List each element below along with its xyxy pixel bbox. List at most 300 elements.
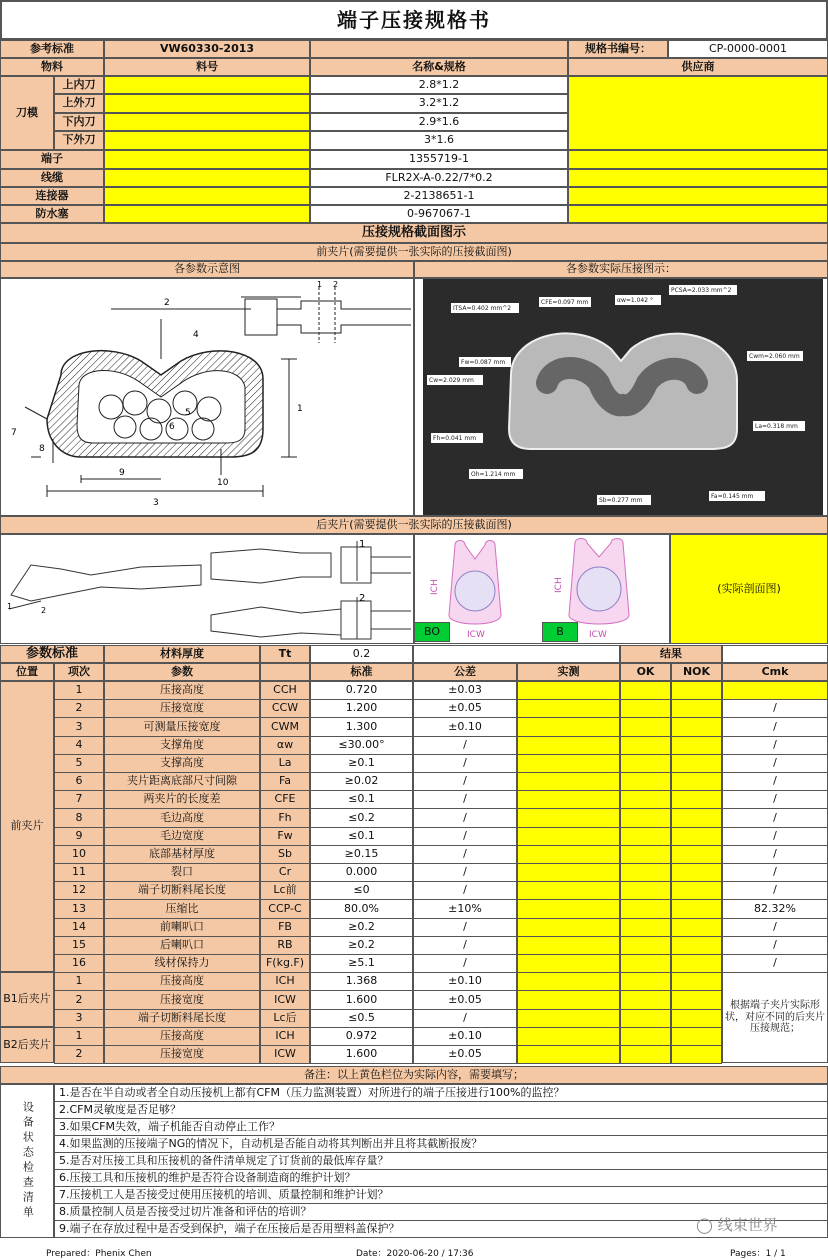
col-no: 项次 [54, 663, 104, 681]
param-cell-tol: / [413, 754, 517, 773]
material-partno-input[interactable] [104, 205, 310, 223]
ich-label-2: ICH [554, 577, 564, 593]
die-spec: 3*1.6 [310, 131, 568, 150]
param-cell-tol: ±0.05 [413, 1045, 517, 1064]
ok-input[interactable] [620, 772, 671, 791]
param-cell-std: 1.600 [310, 990, 413, 1009]
param-cell-code: La [260, 754, 310, 773]
measured-input[interactable] [517, 808, 620, 827]
group-label: B1后夹片 [0, 972, 54, 1027]
material-partno-input[interactable] [104, 187, 310, 205]
param-cell-no: 2 [54, 990, 104, 1009]
checklist-item: 8.质量控制人员是否接受过切片准备和评估的培训？ [54, 1203, 828, 1221]
die-name: 下内刀 [54, 113, 104, 131]
param-cell-std: 80.0% [310, 899, 413, 918]
param-cell-no: 12 [54, 881, 104, 900]
param-cell-code: F(kg.F) [260, 954, 310, 973]
material-spec: FLR2X-A-0.22/7*0.2 [310, 169, 568, 187]
dim-top-1: 1 [317, 280, 323, 289]
cmk-value: / [722, 808, 828, 827]
param-cell-tol: / [413, 954, 517, 973]
nok-input[interactable] [671, 936, 722, 955]
header-blank [310, 40, 568, 58]
ok-input[interactable] [620, 717, 671, 736]
param-cell-code: Sb [260, 845, 310, 864]
dim-num-5: 5 [185, 408, 191, 418]
param-header-blank [413, 645, 620, 663]
param-cell-param: 夹片距离底部尺寸间隙 [104, 772, 260, 791]
param-cell-std: 1.600 [310, 1045, 413, 1064]
notes-title: 备注：以上黄色栏位为实际内容，需要填写； [0, 1066, 828, 1084]
micro-label: Cwm=2.060 mm [749, 353, 800, 360]
param-cell-code: CWM [260, 717, 310, 736]
material-supplier-input[interactable] [568, 169, 828, 187]
die-partno-input[interactable] [104, 131, 310, 150]
ok-input[interactable] [620, 1045, 671, 1064]
rear-dim-1-small: 1 [7, 602, 13, 611]
param-cell-code: CCW [260, 699, 310, 718]
dim-num-8: 8 [39, 444, 45, 454]
material-supplier-input[interactable] [568, 205, 828, 223]
param-cell-param: 底部基材厚度 [104, 845, 260, 864]
cmk-value: / [722, 717, 828, 736]
param-cell-std: 1.300 [310, 717, 413, 736]
param-cell-tol: ±0.03 [413, 681, 517, 700]
dim-num-2: 2 [164, 298, 170, 308]
param-cell-std: ≥5.1 [310, 954, 413, 973]
measured-input[interactable] [517, 1009, 620, 1028]
result-blank [722, 645, 828, 663]
param-cell-tol: / [413, 827, 517, 846]
nok-input[interactable] [671, 918, 722, 937]
col-param: 参数 [104, 663, 260, 681]
cmk-value: / [722, 736, 828, 755]
ok-input[interactable] [620, 881, 671, 900]
ok-input[interactable] [620, 972, 671, 991]
param-cell-tol: / [413, 881, 517, 900]
param-cell-std: 0.720 [310, 681, 413, 700]
col-nok: NOK [671, 663, 722, 681]
die-spec: 3.2*1.2 [310, 94, 568, 113]
rear-dim-1: 1 [359, 539, 366, 550]
material-partno-input[interactable] [104, 150, 310, 169]
cmk-value: / [722, 954, 828, 973]
ref-label: 参考标准 [0, 40, 104, 58]
ok-input[interactable] [620, 990, 671, 1009]
nok-input[interactable] [671, 899, 722, 918]
param-cell-no: 6 [54, 772, 104, 791]
nok-input[interactable] [671, 881, 722, 900]
param-cell-code: Lc后 [260, 1009, 310, 1028]
nok-input[interactable] [671, 790, 722, 809]
cmk-value: / [722, 699, 828, 718]
param-cell-no: 1 [54, 681, 104, 700]
cmk-value: / [722, 790, 828, 809]
param-cell-param: 压接宽度 [104, 990, 260, 1009]
param-cell-no: 11 [54, 863, 104, 882]
param-cell-std: ≥0.15 [310, 845, 413, 864]
b-tag: B [542, 622, 578, 642]
param-cell-no: 7 [54, 790, 104, 809]
checklist-item: 2.CFM灵敏度是否足够？ [54, 1101, 828, 1119]
nok-input[interactable] [671, 772, 722, 791]
nok-input[interactable] [671, 681, 722, 700]
param-cell-tol: / [413, 790, 517, 809]
nok-input[interactable] [671, 990, 722, 1009]
col-std: 标准 [310, 663, 413, 681]
materials-header-partno: 料号 [104, 58, 310, 76]
ich-label-1: ICH [430, 579, 440, 595]
rear-dim-2: 2 [359, 593, 366, 604]
nok-input[interactable] [671, 1009, 722, 1028]
param-cell-std: ≤30.00° [310, 736, 413, 755]
ok-input[interactable] [620, 936, 671, 955]
page-count: Pages：1 / 1 [730, 1249, 786, 1259]
icw-label-1: ICW [467, 630, 485, 640]
checklist-item: 3.如果CFM失效，端子机能否自动停止工作？ [54, 1118, 828, 1136]
col-tol: 公差 [413, 663, 517, 681]
checklist-side-label [0, 1084, 54, 1238]
rear-clip-note: 根据端子夹片实际形状，对应不同的后夹片压接规范； [722, 972, 828, 1063]
measured-input[interactable] [517, 827, 620, 846]
material-spec: 2-2138651-1 [310, 187, 568, 205]
measured-input[interactable] [517, 772, 620, 791]
col-position: 位置 [0, 663, 54, 681]
micro-label: Sb=0.277 mm [599, 497, 643, 504]
param-cell-code: CCH [260, 681, 310, 700]
ok-input[interactable] [620, 808, 671, 827]
micro-label: Oh=1.214 mm [471, 471, 516, 478]
param-cell-tol: / [413, 808, 517, 827]
materials-header-supplier: 供应商 [568, 58, 828, 76]
ok-input[interactable] [620, 1009, 671, 1028]
param-cell-std: ≤0.5 [310, 1009, 413, 1028]
param-cell-no: 3 [54, 717, 104, 736]
param-cell-tol: / [413, 863, 517, 882]
thickness-label: 材料厚度 [104, 645, 260, 663]
measured-input[interactable] [517, 1027, 620, 1046]
param-cell-code: FB [260, 918, 310, 937]
rear-dim-2-small: 2 [41, 606, 47, 615]
ok-input[interactable] [620, 827, 671, 846]
col-cmk: Cmk [722, 663, 828, 681]
page-title: 端子压接规格书 [0, 0, 828, 40]
param-cell-code: Fh [260, 808, 310, 827]
checklist-item: 7.压接机工人是否接受过使用压接机的培训、质量控制和维护计划？ [54, 1186, 828, 1204]
measured-input[interactable] [517, 990, 620, 1009]
nok-input[interactable] [671, 699, 722, 718]
actual-label: 各参数实际压接图示： [414, 261, 828, 278]
param-cell-tol: / [413, 918, 517, 937]
param-cell-tol: / [413, 1009, 517, 1028]
param-cell-std: 0.000 [310, 863, 413, 882]
param-cell-code: Fa [260, 772, 310, 791]
param-cell-no: 8 [54, 808, 104, 827]
param-cell-std: ≥0.1 [310, 754, 413, 773]
measured-input[interactable] [517, 972, 620, 991]
diagram-label: 各参数示意图 [0, 261, 414, 278]
ok-input[interactable] [620, 863, 671, 882]
nok-input[interactable] [671, 954, 722, 973]
die-partno-input[interactable] [104, 94, 310, 113]
param-cell-tol: / [413, 845, 517, 864]
param-cell-tol: ±0.10 [413, 972, 517, 991]
spec-no-value: CP-0000-0001 [668, 40, 828, 58]
rear-actual-section[interactable]: (实际剖面图) [670, 534, 828, 644]
cmk-value: / [722, 827, 828, 846]
die-supplier-input[interactable] [568, 76, 828, 150]
result-label: 结果 [620, 645, 722, 663]
nok-input[interactable] [671, 863, 722, 882]
param-cell-param: 压缩比 [104, 899, 260, 918]
nok-input[interactable] [671, 845, 722, 864]
param-cell-param: 前喇叭口 [104, 918, 260, 937]
param-cell-code: ICW [260, 1045, 310, 1064]
ok-input[interactable] [620, 699, 671, 718]
ok-input[interactable] [620, 736, 671, 755]
measured-input[interactable] [517, 845, 620, 864]
param-cell-tol: ±0.10 [413, 717, 517, 736]
cmk-value: / [722, 845, 828, 864]
ok-input[interactable] [620, 899, 671, 918]
param-cell-param: 压接宽度 [104, 1045, 260, 1064]
group-label: B2后夹片 [0, 1027, 54, 1063]
tt-label: Tt [260, 645, 310, 663]
material-name: 端子 [0, 150, 104, 169]
param-cell-no: 15 [54, 936, 104, 955]
checklist-item: 9.端子在存放过程中是否受到保护，端子在压接后是否用塑料盖保护？ [54, 1220, 828, 1238]
param-cell-param: 后喇叭口 [104, 936, 260, 955]
section-title: 压接规格截面图示 [0, 223, 828, 243]
param-cell-code: Cr [260, 863, 310, 882]
micro-label: ITSA=0.402 mm^2 [453, 305, 512, 312]
nok-input[interactable] [671, 736, 722, 755]
cmk-value: / [722, 936, 828, 955]
param-cell-tol: / [413, 772, 517, 791]
watermark-text: 线束世界 [717, 1216, 778, 1234]
param-cell-no: 3 [54, 1009, 104, 1028]
measured-input[interactable] [517, 681, 620, 700]
prepared-by: Prepared：Phenix Chen [46, 1249, 152, 1259]
micro-label: αw=1.042 ° [617, 297, 653, 304]
param-cell-param: 线材保持力 [104, 954, 260, 973]
die-name: 下外刀 [54, 131, 104, 150]
prepared-date: Date：2020-06-20 / 17:36 [356, 1249, 474, 1259]
dim-num-3: 3 [153, 498, 159, 508]
checklist-item: 4.如果监测的压接端子NG的情况下，自动机是否能自动将其判断出并且将其截断报废？ [54, 1135, 828, 1153]
watermark-logo [696, 1214, 778, 1235]
param-cell-no: 1 [54, 1027, 104, 1046]
measured-input[interactable] [517, 790, 620, 809]
micro-label: Fh=0.041 mm [433, 435, 477, 442]
nok-input[interactable] [671, 754, 722, 773]
crimp-schematic-diagram [0, 278, 414, 516]
spec-no-label: 规格书编号： [568, 40, 668, 58]
cmk-value: / [722, 863, 828, 882]
param-cell-no: 9 [54, 827, 104, 846]
micro-label: Fa=0.145 mm [711, 493, 754, 500]
param-cell-param: 压接宽度 [104, 699, 260, 718]
param-cell-param: 可测量压接宽度 [104, 717, 260, 736]
measured-input[interactable] [517, 1045, 620, 1064]
measured-input[interactable] [517, 954, 620, 973]
ok-input[interactable] [620, 1027, 671, 1046]
param-cell-tol: / [413, 736, 517, 755]
cmk-value: / [722, 881, 828, 900]
param-cell-code: CCP-C [260, 899, 310, 918]
param-cell-code: Fw [260, 827, 310, 846]
nok-input[interactable] [671, 972, 722, 991]
micro-label: PCSA=2.033 mm^2 [671, 287, 732, 294]
die-name: 上内刀 [54, 76, 104, 94]
param-cell-code: αw [260, 736, 310, 755]
param-cell-param: 毛边高度 [104, 808, 260, 827]
param-cell-std: ≤0.2 [310, 808, 413, 827]
cmk-value: / [722, 918, 828, 937]
material-partno-input[interactable] [104, 169, 310, 187]
param-cell-std: ≤0.1 [310, 827, 413, 846]
checklist-item: 1.是否在半自动或者全自动压接机上都有CFM（压力监测装置）对所进行的端子压接进行100%的监控？ [54, 1084, 828, 1102]
param-cell-param: 两夹片的长度差 [104, 790, 260, 809]
param-cell-param: 裂口 [104, 863, 260, 882]
dim-num-4: 4 [193, 330, 199, 340]
param-cell-std: 1.368 [310, 972, 413, 991]
param-cell-no: 4 [54, 736, 104, 755]
ok-input[interactable] [620, 918, 671, 937]
nok-input[interactable] [671, 1045, 722, 1064]
die-partno-input[interactable] [104, 113, 310, 131]
cmk-value: / [722, 754, 828, 773]
ok-input[interactable] [620, 754, 671, 773]
param-cell-no: 5 [54, 754, 104, 773]
param-cell-no: 14 [54, 918, 104, 937]
checklist-side-text: 设备状态检查清单 [21, 1101, 35, 1221]
crimp-microscope-photo [414, 278, 828, 516]
cmk-value: 82.32% [722, 899, 828, 918]
dim-num-7: 7 [11, 428, 17, 438]
measured-input[interactable] [517, 699, 620, 718]
param-cell-code: ICW [260, 990, 310, 1009]
param-cell-no: 2 [54, 699, 104, 718]
param-cell-code: CFE [260, 790, 310, 809]
nok-input[interactable] [671, 1027, 722, 1046]
param-cell-std: 1.200 [310, 699, 413, 718]
measured-input[interactable] [517, 881, 620, 900]
checklist-item: 6.压接工具和压接机的维护是否符合设备制造商的维护计划？ [54, 1169, 828, 1187]
param-cell-param: 端子切断料尾长度 [104, 881, 260, 900]
nok-input[interactable] [671, 827, 722, 846]
param-cell-no: 16 [54, 954, 104, 973]
param-cell-tol: ±0.10 [413, 1027, 517, 1046]
param-cell-std: 0.972 [310, 1027, 413, 1046]
param-cell-code: RB [260, 936, 310, 955]
measured-input[interactable] [517, 863, 620, 882]
param-cell-no: 13 [54, 899, 104, 918]
ref-value: VW60330-2013 [104, 40, 310, 58]
param-cell-std: ≥0.2 [310, 918, 413, 937]
tt-value: 0.2 [310, 645, 413, 663]
ok-input[interactable] [620, 681, 671, 700]
param-cell-std: ≤0 [310, 881, 413, 900]
params-label: 参数标准 [0, 645, 104, 663]
measured-input[interactable] [517, 918, 620, 937]
micro-label: Fw=0.087 mm [461, 359, 506, 366]
material-name: 线缆 [0, 169, 104, 187]
die-name: 上外刀 [54, 94, 104, 113]
param-cell-code: Lc前 [260, 881, 310, 900]
ok-input[interactable] [620, 845, 671, 864]
dim-num-6: 6 [169, 422, 175, 432]
param-cell-param: 端子切断料尾长度 [104, 1009, 260, 1028]
param-cell-code: ICH [260, 972, 310, 991]
icw-label-2: ICW [589, 630, 607, 640]
front-title: 前夹片(需要提供一张实际的压接截面图) [0, 243, 828, 261]
col-code [260, 663, 310, 681]
micro-label: Cw=2.029 mm [429, 377, 474, 384]
param-cell-no: 1 [54, 972, 104, 991]
param-cell-param: 压接高度 [104, 972, 260, 991]
param-cell-tol: ±0.05 [413, 699, 517, 718]
materials-header-spec: 名称&规格 [310, 58, 568, 76]
param-cell-std: ≥0.02 [310, 772, 413, 791]
wechat-icon: ◯ [696, 1216, 713, 1234]
bo-tag: BO [414, 622, 450, 642]
material-spec: 0-967067-1 [310, 205, 568, 223]
ok-input[interactable] [620, 954, 671, 973]
material-supplier-input[interactable] [568, 150, 828, 169]
material-name: 防水塞 [0, 205, 104, 223]
dim-num-9: 9 [119, 468, 125, 478]
die-label: 刀模 [0, 76, 54, 150]
measured-input[interactable] [517, 754, 620, 773]
param-cell-std: ≤0.1 [310, 790, 413, 809]
col-measured: 实测 [517, 663, 620, 681]
material-name: 连接器 [0, 187, 104, 205]
param-cell-param: 支撑高度 [104, 754, 260, 773]
dim-top-2: 2 [333, 280, 339, 289]
param-cell-param: 毛边宽度 [104, 827, 260, 846]
material-spec: 1355719-1 [310, 150, 568, 169]
param-cell-no: 10 [54, 845, 104, 864]
ok-input[interactable] [620, 790, 671, 809]
measured-input[interactable] [517, 936, 620, 955]
param-cell-param: 压接高度 [104, 681, 260, 700]
measured-input[interactable] [517, 736, 620, 755]
rear-clip-diagram [0, 534, 414, 644]
die-spec: 2.8*1.2 [310, 76, 568, 94]
param-cell-param: 支撑角度 [104, 736, 260, 755]
cmk-value[interactable] [722, 681, 828, 700]
die-partno-input[interactable] [104, 76, 310, 94]
param-cell-param: 压接高度 [104, 1027, 260, 1046]
nok-input[interactable] [671, 717, 722, 736]
rear-title: 后夹片(需要提供一张实际的压接截面图) [0, 516, 828, 534]
checklist-item: 5.是否对压接工具和压接机的备件清单规定了订货前的最低库存量？ [54, 1152, 828, 1170]
material-supplier-input[interactable] [568, 187, 828, 205]
param-cell-tol: / [413, 936, 517, 955]
param-cell-tol: ±0.05 [413, 990, 517, 1009]
micro-label: La=0.318 mm [755, 423, 798, 430]
group-label: 前夹片 [0, 681, 54, 972]
die-spec: 2.9*1.6 [310, 113, 568, 131]
measured-input[interactable] [517, 717, 620, 736]
measured-input[interactable] [517, 899, 620, 918]
nok-input[interactable] [671, 808, 722, 827]
dim-num-10: 10 [217, 478, 229, 488]
cmk-value: / [722, 772, 828, 791]
col-ok: OK [620, 663, 671, 681]
param-cell-no: 2 [54, 1045, 104, 1064]
